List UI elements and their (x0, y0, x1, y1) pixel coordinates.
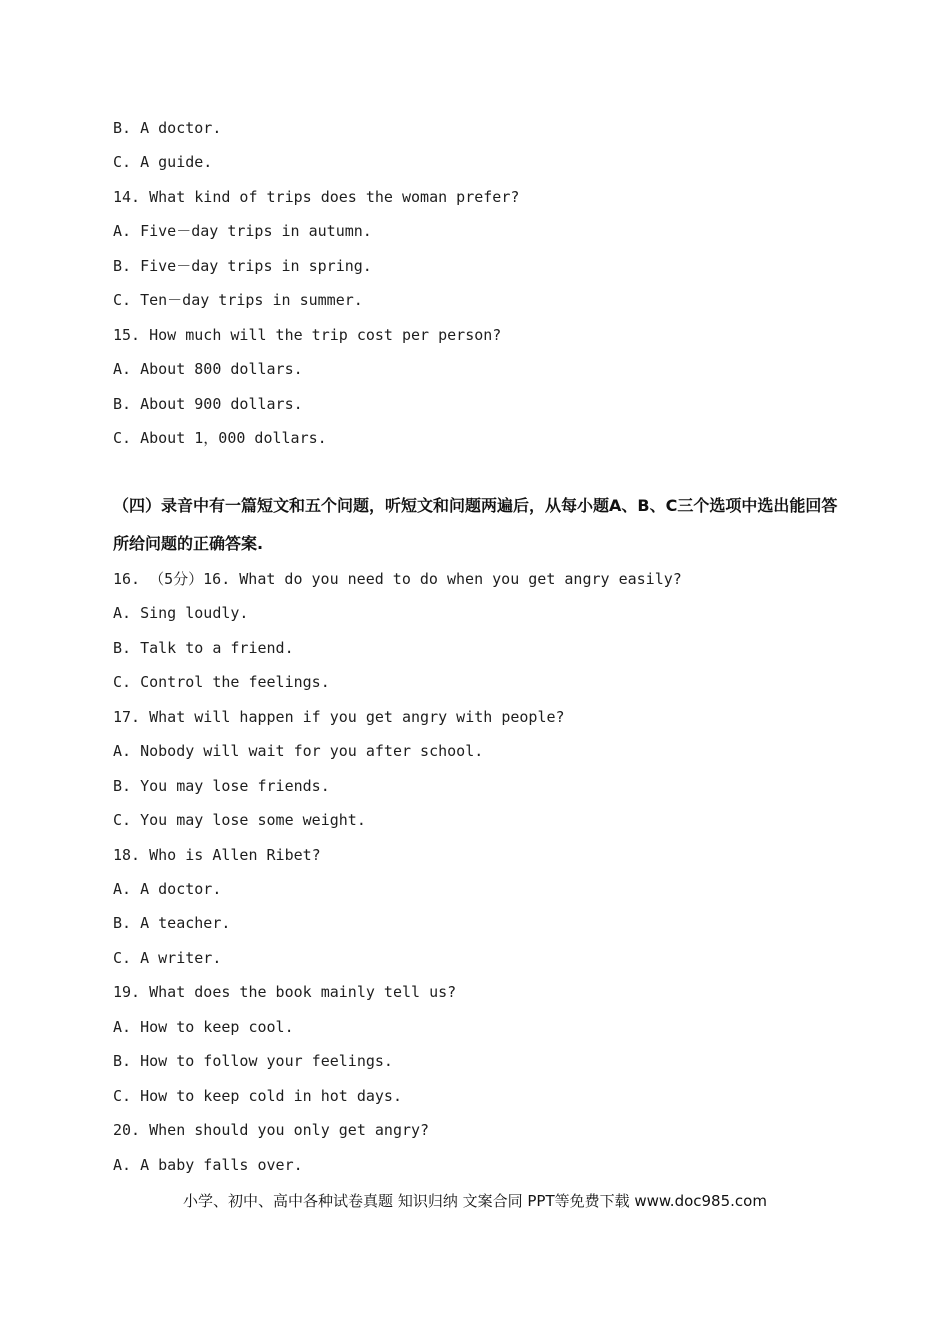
option-line: C. About 1，000 dollars. (113, 429, 327, 447)
option-line: A. Sing loudly. (113, 604, 249, 622)
option-line: B. A teacher. (113, 914, 231, 932)
question-line: 17. What will happen if you get angry with people? (113, 708, 565, 726)
option-line: B. A doctor. (113, 119, 222, 137)
option-line: A. A doctor. (113, 880, 222, 898)
option-line: A. Five－day trips in autumn. (113, 222, 372, 240)
section-heading: （四）录音中有一篇短文和五个问题，听短文和问题两遍后，从每小题A、B、C三个选项中选出能回答所给问题的正确答案. (113, 496, 838, 553)
question-line: 16. （5分）16. What do you need to do when you get angry easily? (113, 570, 682, 588)
question-line: 15. How much will the trip cost per person? (113, 326, 502, 344)
option-line: C. Ten－day trips in summer. (113, 291, 363, 309)
question-line: 20. When should you only get angry? (113, 1121, 430, 1139)
option-line: C. Control the feelings. (113, 673, 330, 691)
option-line: C. A writer. (113, 949, 222, 967)
option-line: B. Five－day trips in spring. (113, 257, 372, 275)
option-line: C. You may lose some weight. (113, 811, 366, 829)
option-line: A. Nobody will wait for you after school. (113, 742, 484, 760)
option-line: C. How to keep cold in hot days. (113, 1087, 402, 1105)
option-line: B. How to follow your feelings. (113, 1052, 393, 1070)
question-line: 19. What does the book mainly tell us? (113, 983, 457, 1001)
option-line: B. Talk to a friend. (113, 639, 294, 657)
option-line: C. A guide. (113, 153, 213, 171)
option-line: B. About 900 dollars. (113, 395, 303, 413)
option-line: A. A baby falls over. (113, 1156, 303, 1174)
page-footer: 小学、初中、高中各种试卷真题 知识归纳 文案合同 PPT等免费下载 www.doc985.com (183, 1192, 767, 1210)
question-line: 14. What kind of trips does the woman prefer? (113, 188, 520, 206)
option-line: A. How to keep cool. (113, 1018, 294, 1036)
question-line: 18. Who is Allen Ribet? (113, 846, 321, 864)
option-line: B. You may lose friends. (113, 777, 330, 795)
option-line: A. About 800 dollars. (113, 360, 303, 378)
